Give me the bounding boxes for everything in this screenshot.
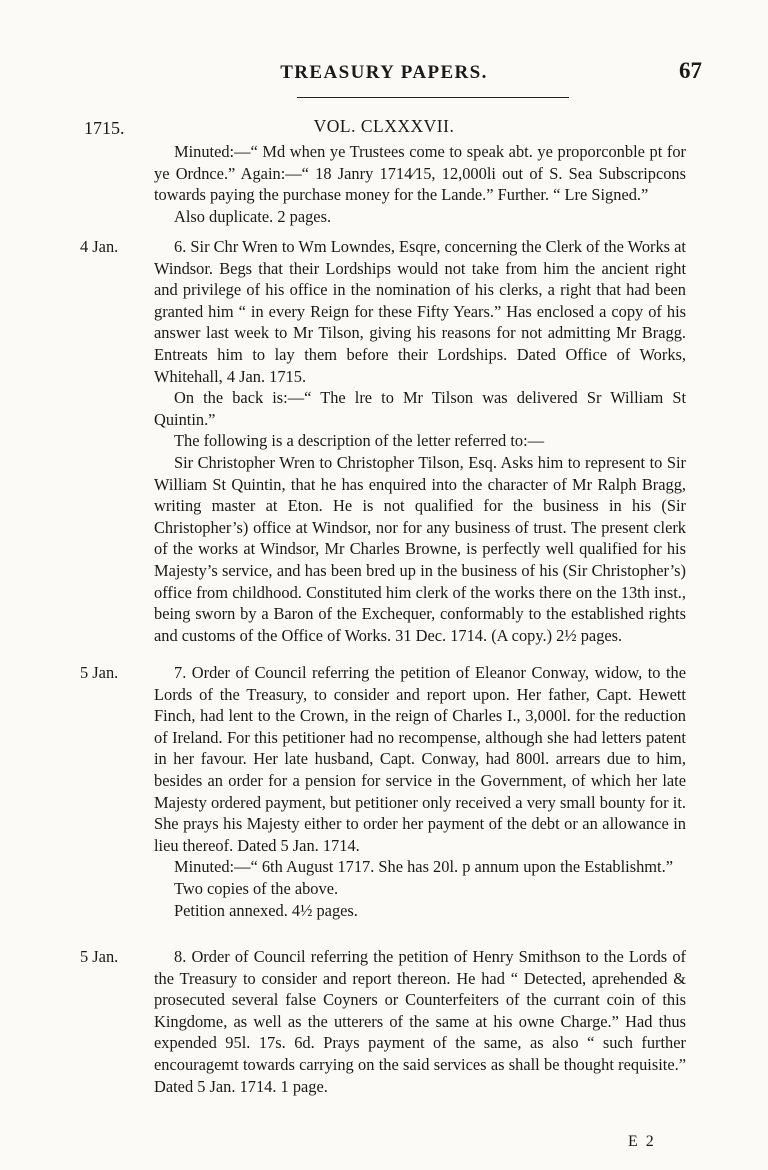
- entry-paragraph: Sir Christopher Wren to Christopher Tilson, Esq. Asks him to represent to Sir William St Quintin, that he has enquired into the character of Mr Ralph Bragg, writing master at Eton. He is not qualified for the business in his (Sir Christopher’s) office at Windsor, nor for any business of trust. The present clerk of the works at Windsor, Mr Charles Browne, is perfectly well qualified for his Majesty’s service, and has been bred up in the business of his (Sir Christopher’s) office from childhood. Constituted him clerk of the works there on the 13th inst., being sworn by a Baron of the Exchequer, conformably to the established rights and customs of the Office of Works. 31 Dec. 1714. (A copy.) 2½ pages.: [154, 452, 686, 645]
- entry-paragraph: Petition annexed. 4½ pages.: [174, 900, 358, 920]
- entry-continuation: [154, 141, 686, 227]
- header-rule: [297, 97, 569, 98]
- year-label: 1715.: [84, 118, 125, 138]
- entry-paragraph: Two copies of the above.: [174, 878, 339, 898]
- entry-paragraph: 8. Order of Council referring the petition of Henry Smithson to the Lords of the Treasury to consider and report thereon. He had “ Detected, aprehended & prosecuted several false Coyners or Counterfeiters of the currant coin of this Kingdome, as well as the utterers of the same at his owne Charge.” Had thus expended 95l. 17s. 6d. Prays payment of the same, as also “ such further encouragemt towards carrying on the said services as shall be thought requisite.” Dated 5 Jan. 1714. 1 page.: [154, 947, 686, 1096]
- volume-label: VOL. CLXXXVII.: [313, 116, 455, 136]
- running-title: TREASURY PAPERS.: [280, 62, 488, 83]
- page-number: 67: [679, 58, 702, 83]
- entry-paragraph: On the back is:—“ The lre to Mr Tilson was delivered Sr William St Quintin.”: [154, 388, 686, 429]
- entry-6: [154, 236, 686, 646]
- duplicate-note: Also duplicate. 2 pages.: [174, 206, 332, 226]
- entry-paragraph: 6. Sir Chr Wren to Wm Lowndes, Esqre, concerning the Clerk of the Works at Windsor. Begs that their Lordships would not take from him the ancient right and privilege of his office in the nomination of his clerks, a right that had been granted him “ in every Reign for these Fifty Years.” Has enclosed a copy of his answer last week to Mr Tilson, giving his reasons for not admitting Mr Bragg. Entreats him to lay them before their Lordships. Dated Office of Works, Whitehall, 4 Jan. 1715.: [154, 237, 686, 386]
- margin-date: 5 Jan.: [80, 663, 119, 682]
- entry-paragraph: The following is a description of the letter referred to:—: [174, 431, 545, 451]
- entry-8: [154, 946, 686, 1097]
- minute-paragraph: Minuted:—“ Md when ye Trustees come to speak abt. ye proporconble pt for ye Ordnce.” Again:—“ 18 Janry 1714⁄15, 12,000li out of S. Sea Subscripcons towards paying the purchase money for the Lande.” Further. “ Lre Signed.”: [154, 142, 686, 205]
- margin-date: 5 Jan.: [80, 947, 119, 966]
- entry-paragraph: 7. Order of Council referring the petition of Eleanor Conway, widow, to the Lords of the Treasury, to consider and report upon. Her father, Capt. Hewett Finch, had lent to the Crown, in the reign of Charles I., 3,000l. for the reduction of Ireland. For this petitioner had no recompense, although she had letters patent in her favour. Her late husband, Capt. Conway, had 800l. arrears due to him, besides an order for a pension for service in the Government, of which her late Majesty ordered payment, but petitioner only received a very small bounty for it. She prays his Majesty either to order her payment of the debt or an allowance in lieu thereof. Dated 5 Jan. 1714.: [154, 663, 686, 855]
- margin-date: 4 Jan.: [80, 237, 119, 256]
- signature-mark: E 2: [628, 1133, 656, 1150]
- entry-7: [154, 662, 686, 921]
- entry-paragraph: Minuted:—“ 6th August 1717. She has 20l. p annum upon the Establishmt.”: [174, 857, 673, 877]
